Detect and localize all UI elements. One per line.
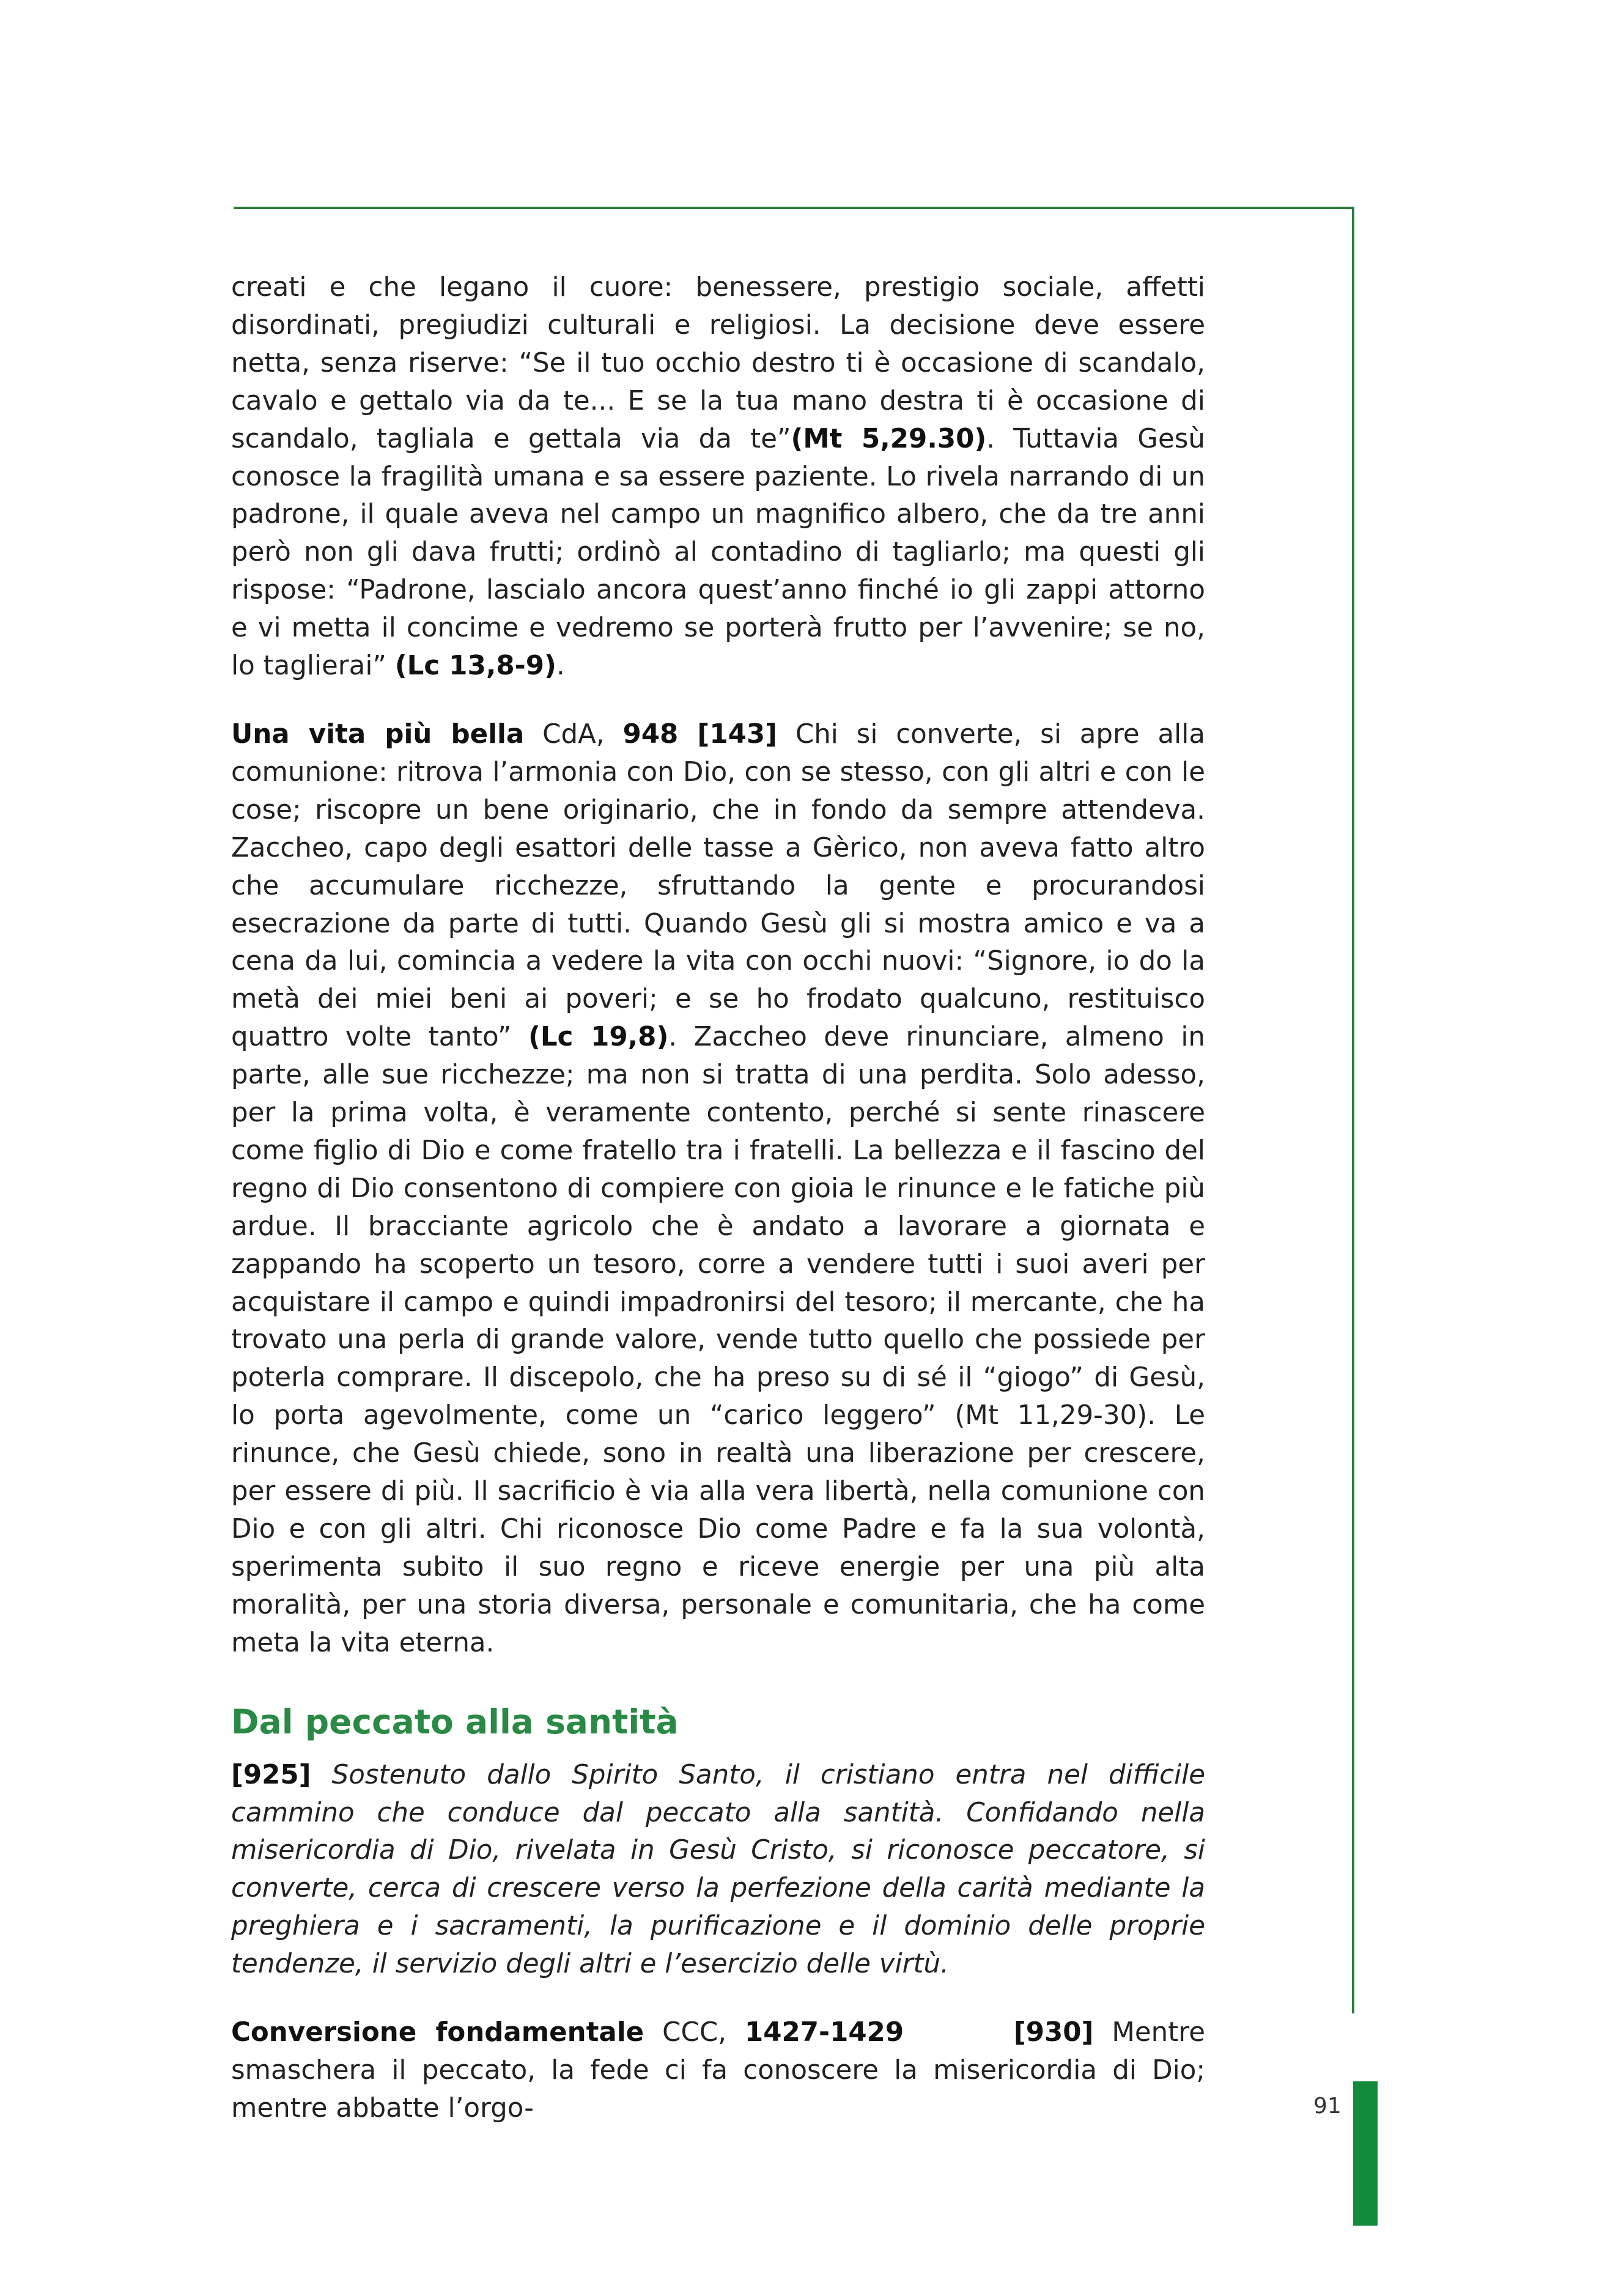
section-heading: Dal peccato alla santità [231, 1702, 679, 1741]
paragraph-4-ref-number-2: [930] [1013, 2017, 1094, 2048]
paragraph-2: Una vita più bella CdA, 948 [143] Chi si converte, si apre alla comunione: ritrova l’armonia con Dio, con se stesso, con gli altri e con le cose; riscopre un bene originario, che in fondo da sempre attendeva. Zaccheo, capo degli esattori delle tasse a Gèrico, non aveva fatto altro che accumulare ricchezze, sfruttando la gente e procurandosi esecrazione da parte di tutti. Quando Gesù gli si mostra amico e va a cena da lui, comincia a vedere la vita con occhi nuovi: “Signore, io do la metà dei miei beni ai poveri; e se ho frodato qualcuno, restituisco quattro volte tanto” (Lc 19,8). Zaccheo deve rinunciare, almeno in parte, alle sue ricchezze; ma non si tratta di una perdita. Solo adesso, per la prima volta, è veramente contento, perché si sente rinascere come figlio di Dio e come fratello tra i fratelli. La bellezza e il fascino del regno di Dio consentono di compiere con gioia le rinunce e le fatiche più ardue. Il bracciante agricolo che è andato a lavorare a giornata e zappando ha scoperto un tesoro, corre a vendere tutti i suoi averi per acquistare il campo e quindi impadronirsi del tesoro; il mercante, che ha trovato una perla di grande valore, vende tutto quello che possiede per poterla comprare. Il discepolo, che ha preso su di sé il “giogo” di Gesù, lo porta agevolmente, come un “carico leggero” (Mt 11,29-30). Le rinunce, che Gesù chiede, sono in realtà una liberazione per crescere, per essere di più. Il sacrificio è via alla vera libertà, nella comunione con Dio e con gli altri. Chi riconosce Dio come Padre e fa la sua volontà, sperimenta subito il suo regno e riceve energie per una più alta moralità, per una storia diversa, personale e comunitaria, che ha come meta la vita eterna. [231, 718, 1205, 1658]
ref-lc-13-8: (Lc 13,8-9) [394, 651, 556, 682]
paragraph-4-title: Conversione fondamentale [231, 2017, 644, 2048]
ref-mt-5-29: (Mt 5,29.30) [791, 423, 987, 454]
paragraph-2-ref-number: 948 [143] [622, 718, 777, 750]
page-number: 91 [1313, 2094, 1342, 2119]
paragraph-4: Conversione fondamentale CCC, 1427-1429 [930] Mentre smaschera il peccato, la fede ci fa conoscere la misericordia di Dio; mentre abbatte l’orgo- [231, 2017, 1205, 2124]
page-edge-tab [1353, 2081, 1378, 2226]
top-rule [234, 207, 1354, 209]
paragraph-2-title: Una vita più bella [231, 718, 525, 750]
ref-lc-19-8: (Lc 19,8) [528, 1022, 669, 1053]
text-column [231, 269, 1205, 2128]
side-rule [1352, 207, 1354, 2013]
paragraph-3 [231, 1757, 1205, 1984]
paragraph-3-ref-number: [925] [231, 1759, 311, 1790]
paragraph-1: creati e che legano il cuore: benessere, prestigio sociale, affetti disordinati, pregiudizi culturali e religiosi. La decisione deve essere netta, senza riserve: “Se il tuo occhio destro ti è occasione di scandalo, cavalo e gettalo via da te... E se la tua mano destra ti è occasione di scandalo, tagliala e gettala via da te”(Mt 5,29.30). Tuttavia Gesù conosce la fragilità umana e sa essere paziente. Lo rivela narrando di un padrone, il quale aveva nel campo un magnifico albero, che da tre anni però non gli dava frutti; ordinò al contadino di tagliarlo; ma questi gli rispose: “Padrone, lascialo ancora quest’anno finché io gli zappi attorno e vi metta il concime e vedremo se porterà frutto per l’avvenire; se no, lo taglierai” (Lc 13,8-9). [231, 272, 1206, 682]
paragraph-4-ref-number: 1427-1429 [744, 2017, 904, 2048]
paragraph-3-italic-text: Sostenuto dallo Spirito Santo, il cristiano entra nel difficile cammino che conduce dal peccato alla santità. Confidando nella misericordia di Dio, rivelata in Gesù Cristo, si riconosce peccatore, si converte, cerca di crescere verso la perfezione della carità mediante la preghiera e i sacramenti, la purificazione e il dominio delle proprie tendenze, il servizio degli altri e l’esercizio delle virtù. [231, 1759, 1205, 1980]
